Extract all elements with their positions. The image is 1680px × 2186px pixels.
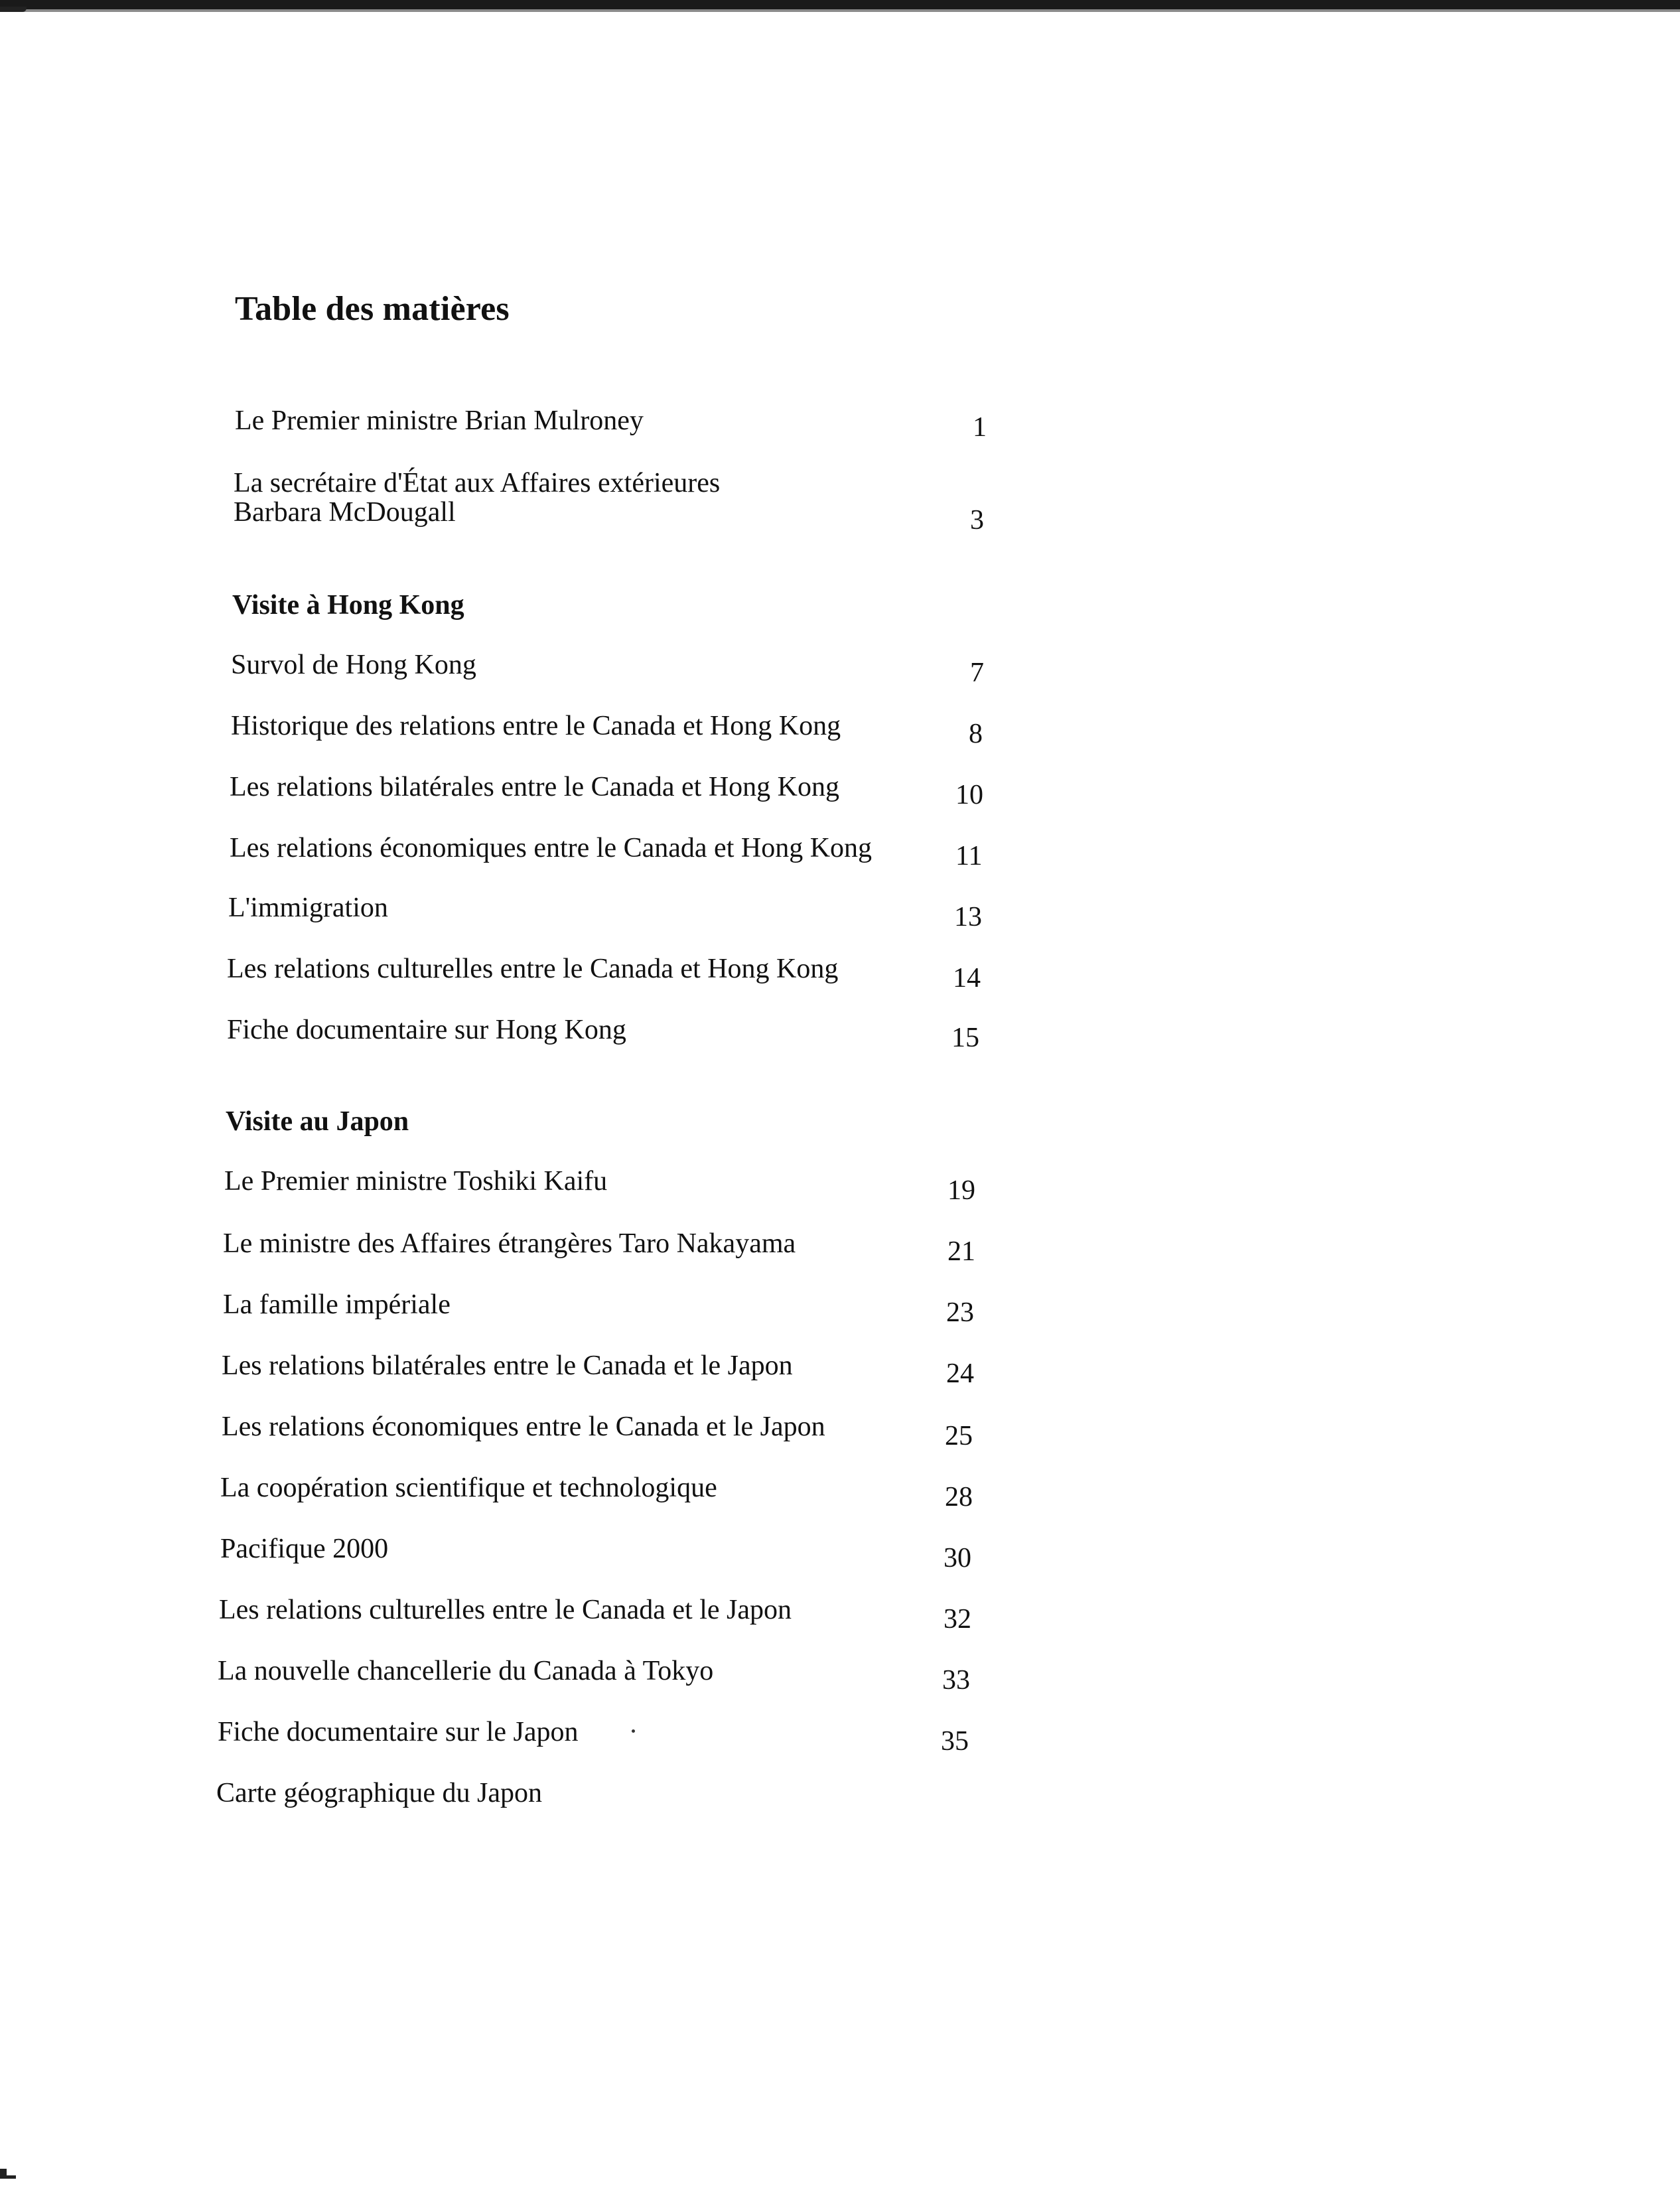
toc-entry-text: Survol de Hong Kong — [231, 650, 476, 680]
toc-entry-text: Les relations économiques entre le Canada et le Japon — [222, 1412, 825, 1442]
toc-page-number: 1 — [973, 412, 987, 443]
scan-corner-mark — [0, 7, 27, 12]
toc-page-number: 14 — [953, 963, 981, 993]
toc-page-number: 7 — [970, 658, 984, 688]
toc-page-number: 10 — [955, 780, 983, 810]
toc-page-number: 13 — [954, 902, 982, 932]
toc-entry-text: Carte géographique du Japon — [216, 1778, 543, 1808]
toc-page-number: 8 — [969, 719, 983, 749]
toc-page-number: 28 — [945, 1482, 973, 1512]
scan-top-edge — [0, 0, 1680, 9]
toc-entry-text: Le Premier ministre Brian Mulroney — [235, 405, 644, 436]
toc-entry-text: Pacifique 2000 — [220, 1534, 389, 1564]
toc-entry-text: Fiche documentaire sur Hong Kong — [227, 1015, 626, 1045]
toc-page-number: 32 — [944, 1604, 971, 1635]
toc-page-number: 11 — [955, 841, 983, 871]
section-heading: Visite au Japon — [226, 1106, 409, 1137]
page-title: Table des matières — [235, 290, 510, 328]
section-heading: Visite à Hong Kong — [232, 590, 464, 620]
toc-entry-text: La secrétaire d'État aux Affaires extérieures — [234, 468, 721, 498]
toc-entry-text: Le Premier ministre Toshiki Kaifu — [224, 1166, 608, 1197]
toc-page-number: 15 — [951, 1023, 979, 1053]
scan-top-edge-shadow — [0, 9, 1680, 12]
toc-entry-text: Les relations culturelles entre le Canada et Hong Kong — [227, 954, 839, 984]
toc-entry-text: La coopération scientifique et technologique — [220, 1473, 717, 1503]
scan-speck — [632, 1729, 635, 1733]
toc-page-number: 25 — [945, 1421, 973, 1451]
toc-entry-text: Les relations culturelles entre le Canada et le Japon — [219, 1595, 792, 1625]
toc-entry-text: La nouvelle chancellerie du Canada à Tokyo — [218, 1656, 714, 1686]
toc-page-number: 33 — [942, 1665, 970, 1696]
toc-page-number: 19 — [947, 1175, 975, 1206]
toc-entry-text: L'immigration — [228, 893, 388, 923]
toc-page-number: 35 — [941, 1726, 969, 1757]
scan-corner-mark — [0, 2175, 16, 2179]
toc-entry-text: La famille impériale — [223, 1289, 451, 1320]
toc-entry-text: Fiche documentaire sur le Japon — [218, 1717, 579, 1747]
toc-page-number: 23 — [946, 1297, 974, 1328]
toc-entry-text: Historique des relations entre le Canada et Hong Kong — [231, 711, 841, 741]
toc-page-number: 21 — [947, 1236, 975, 1267]
toc-entry-text: Barbara McDougall — [234, 497, 456, 528]
toc-entry-text: Les relations bilatérales entre le Canada et Hong Kong — [230, 772, 839, 802]
toc-page-number: 24 — [946, 1358, 974, 1389]
toc-page-number: 3 — [970, 505, 984, 536]
toc-entry-text: Le ministre des Affaires étrangères Taro Nakayama — [223, 1228, 796, 1259]
toc-entry-text: Les relations économiques entre le Canada et Hong Kong — [230, 833, 873, 863]
toc-page-number: 30 — [944, 1543, 971, 1573]
toc-entry-text: Les relations bilatérales entre le Canada et le Japon — [222, 1350, 793, 1381]
